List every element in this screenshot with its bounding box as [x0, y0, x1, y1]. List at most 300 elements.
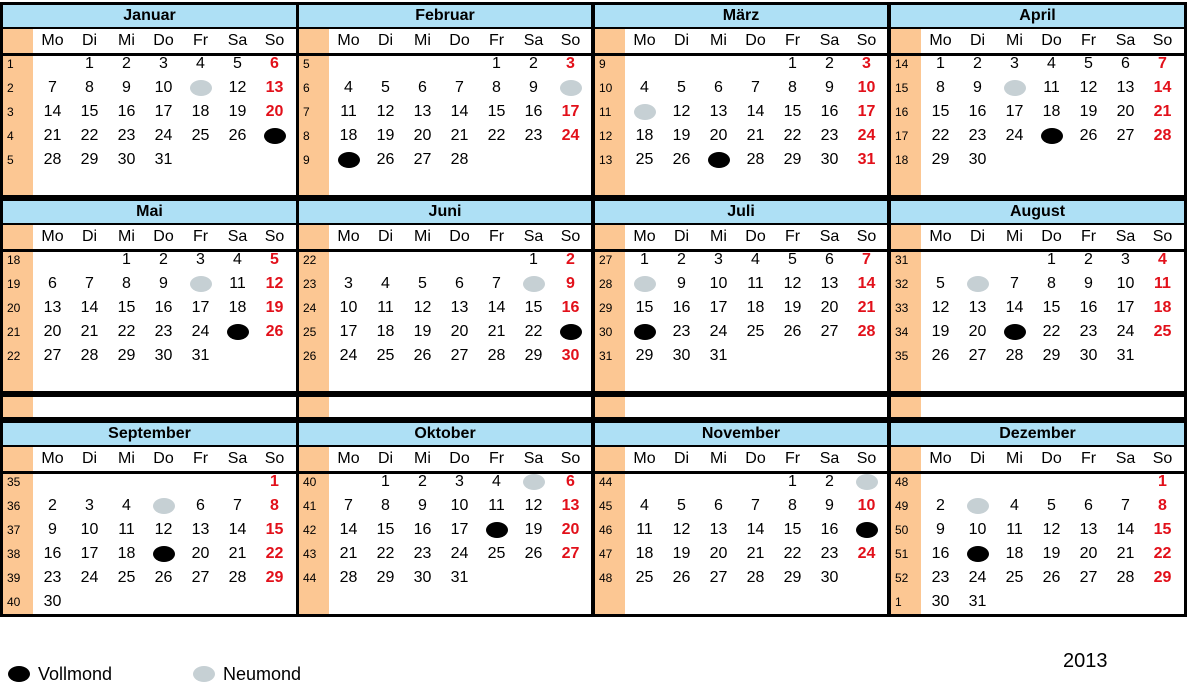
- day-cell: 20: [968, 323, 987, 340]
- month-3: [888, 2, 1187, 198]
- day-cell: 24: [1005, 127, 1024, 144]
- week-header-cell: [891, 29, 921, 53]
- day-cell: 21: [228, 545, 247, 562]
- week-number: 14: [895, 57, 909, 71]
- month-1: [296, 2, 594, 198]
- week-header-cell: [299, 225, 329, 249]
- day-cell: 21: [746, 127, 765, 144]
- day-cell: 5: [1047, 497, 1056, 514]
- day-cell: 10: [709, 275, 728, 292]
- week-number: 15: [895, 81, 909, 95]
- day-cell: 16: [931, 545, 950, 562]
- day-cell: 18: [339, 127, 358, 144]
- day-cell: 17: [450, 521, 469, 538]
- day-cell: 30: [931, 593, 950, 610]
- day-cell: 18: [117, 545, 136, 562]
- week-number: 41: [303, 499, 317, 513]
- week-number: 28: [599, 277, 613, 291]
- day-cell: 20: [1116, 103, 1135, 120]
- week-number: 5: [303, 57, 310, 71]
- day-cell: 25: [1153, 323, 1172, 340]
- week-header-cell: [595, 447, 625, 471]
- week-number: 42: [303, 523, 317, 537]
- day-cell: 4: [233, 251, 242, 268]
- day-cell: 12: [1042, 521, 1061, 538]
- weekday-label: Mi: [414, 32, 431, 49]
- week-number: 2: [7, 81, 14, 95]
- day-cell: 12: [1079, 79, 1098, 96]
- day-cell: 16: [968, 103, 987, 120]
- day-cell: 24: [450, 545, 469, 562]
- day-cell: 4: [1047, 55, 1056, 72]
- day-cell: 10: [154, 79, 173, 96]
- day-cell: 2: [529, 55, 538, 72]
- day-cell: 2: [825, 55, 834, 72]
- day-cell: 2: [122, 55, 131, 72]
- day-cell: 1: [85, 55, 94, 72]
- day-cell: 9: [566, 275, 575, 292]
- day-cell: 15: [783, 103, 802, 120]
- day-cell: 15: [80, 103, 99, 120]
- legend-new-moon: [193, 662, 353, 686]
- day-cell: 19: [228, 103, 247, 120]
- weekday-label: Do: [745, 228, 766, 245]
- day-cell: 11: [377, 299, 394, 316]
- day-cell: 16: [820, 521, 839, 538]
- day-cell: 15: [376, 521, 395, 538]
- day-cell: 27: [450, 347, 469, 364]
- month-9: [296, 420, 594, 617]
- week-header-cell: [299, 447, 329, 471]
- day-cell: 28: [450, 151, 469, 168]
- day-cell: 26: [783, 323, 802, 340]
- day-cell: 1: [529, 251, 538, 268]
- week-number: 34: [895, 325, 909, 339]
- weekday-label: So: [1152, 450, 1173, 467]
- day-cell: 14: [1005, 299, 1024, 316]
- month-title: Mai: [3, 201, 296, 225]
- day-cell: 28: [857, 323, 876, 340]
- day-cell: 26: [265, 323, 284, 340]
- day-cell: 10: [80, 521, 99, 538]
- day-cell: 5: [381, 79, 390, 96]
- new-moon-icon: [190, 276, 212, 292]
- day-cell: 24: [80, 569, 99, 586]
- day-cell: 27: [43, 347, 62, 364]
- week-number: 47: [599, 547, 613, 561]
- week-number: 23: [303, 277, 317, 291]
- day-cell: 1: [640, 251, 649, 268]
- weekday-label: Di: [969, 32, 986, 49]
- day-cell: 8: [85, 79, 94, 96]
- day-cell: 22: [487, 127, 506, 144]
- day-cell: 19: [672, 545, 691, 562]
- week-number: 30: [599, 325, 613, 339]
- day-cell: 18: [1042, 103, 1061, 120]
- day-cell: 3: [196, 251, 205, 268]
- week-number: 31: [895, 253, 909, 267]
- week-number: 7: [303, 105, 310, 119]
- day-cell: 4: [492, 473, 501, 490]
- day-cell: 20: [709, 545, 728, 562]
- day-cell: 23: [672, 323, 691, 340]
- weekday-label: Do: [1041, 450, 1062, 467]
- weekday-label: Di: [377, 32, 394, 49]
- day-cell: 12: [265, 275, 284, 292]
- weekday-label: Mo: [337, 450, 360, 467]
- day-cell: 30: [561, 347, 580, 364]
- day-cell: 29: [783, 151, 802, 168]
- day-cell: 24: [191, 323, 210, 340]
- day-cell: 27: [1116, 127, 1135, 144]
- weekday-label: Mi: [710, 228, 727, 245]
- spacer-week-column: [891, 397, 921, 417]
- month-2: [592, 2, 890, 198]
- day-cell: 19: [1079, 103, 1098, 120]
- week-number: 50: [895, 523, 909, 537]
- day-cell: 16: [820, 103, 839, 120]
- day-cell: 7: [1010, 275, 1019, 292]
- day-cell: 7: [492, 275, 501, 292]
- day-cell: 2: [418, 473, 427, 490]
- day-cell: 9: [1084, 275, 1093, 292]
- day-cell: 9: [936, 521, 945, 538]
- weekday-label: So: [560, 450, 581, 467]
- weekday-label: Mo: [929, 228, 952, 245]
- week-number: 29: [599, 301, 613, 315]
- weekday-label: Mi: [710, 32, 727, 49]
- day-cell: 19: [413, 323, 432, 340]
- spacer-week-column: [3, 397, 33, 417]
- day-cell: 22: [931, 127, 950, 144]
- day-cell: 23: [413, 545, 432, 562]
- day-cell: 6: [418, 79, 427, 96]
- new-moon-icon: [190, 80, 212, 96]
- day-cell: 2: [936, 497, 945, 514]
- weekday-label: Mi: [414, 228, 431, 245]
- weekday-label: Mo: [633, 228, 656, 245]
- day-cell: 14: [228, 521, 247, 538]
- full-moon-icon: [338, 152, 360, 168]
- weekday-label: Fr: [784, 32, 801, 49]
- month-title: Februar: [299, 5, 591, 29]
- weekday-label: Sa: [523, 228, 544, 245]
- weekday-label: Do: [1041, 32, 1062, 49]
- week-number: 1: [7, 57, 14, 71]
- week-number: 37: [7, 523, 21, 537]
- spacer-strip: [296, 394, 594, 420]
- day-cell: 22: [524, 323, 543, 340]
- day-cell: 19: [265, 299, 284, 316]
- day-cell: 28: [1116, 569, 1135, 586]
- week-header-cell: [3, 29, 33, 53]
- day-cell: 23: [1079, 323, 1098, 340]
- day-cell: 8: [1158, 497, 1167, 514]
- day-cell: 6: [455, 275, 464, 292]
- day-cell: 24: [339, 347, 358, 364]
- day-cell: 31: [154, 151, 173, 168]
- day-cell: 24: [857, 127, 876, 144]
- weekday-label: Fr: [192, 228, 209, 245]
- day-cell: 27: [1079, 569, 1098, 586]
- day-cell: 15: [931, 103, 950, 120]
- day-cell: 30: [117, 151, 136, 168]
- day-cell: 17: [857, 103, 876, 120]
- day-cell: 30: [413, 569, 432, 586]
- week-number: 52: [895, 571, 909, 585]
- weekday-label: Sa: [819, 450, 840, 467]
- day-cell: 25: [635, 569, 654, 586]
- day-cell: 12: [413, 299, 432, 316]
- day-cell: 5: [677, 79, 686, 96]
- day-cell: 22: [783, 545, 802, 562]
- day-cell: 23: [43, 569, 62, 586]
- day-cell: 10: [450, 497, 469, 514]
- spacer-strip: [0, 394, 299, 420]
- day-cell: 16: [117, 103, 136, 120]
- month-8: [0, 420, 299, 617]
- day-cell: 9: [159, 275, 168, 292]
- weekday-label: Mo: [929, 450, 952, 467]
- full-moon-icon: [1041, 128, 1063, 144]
- day-cell: 1: [1158, 473, 1167, 490]
- day-cell: 16: [672, 299, 691, 316]
- week-number: 48: [895, 475, 909, 489]
- weekday-label: Mo: [633, 450, 656, 467]
- day-cell: 29: [783, 569, 802, 586]
- day-cell: 22: [80, 127, 99, 144]
- weekday-label: Fr: [1080, 450, 1097, 467]
- day-cell: 1: [381, 473, 390, 490]
- weekday-label: Fr: [1080, 228, 1097, 245]
- day-cell: 1: [1047, 251, 1056, 268]
- week-number: 51: [895, 547, 909, 561]
- day-cell: 9: [418, 497, 427, 514]
- weekday-label: Mi: [118, 228, 135, 245]
- spacer-strip: [592, 394, 890, 420]
- day-cell: 26: [154, 569, 173, 586]
- week-number: 26: [303, 349, 317, 363]
- day-cell: 6: [825, 251, 834, 268]
- week-number: 39: [7, 571, 21, 585]
- day-cell: 6: [714, 497, 723, 514]
- day-cell: 6: [1084, 497, 1093, 514]
- day-cell: 30: [968, 151, 987, 168]
- day-cell: 13: [191, 521, 210, 538]
- weekday-label: Do: [153, 32, 174, 49]
- full-moon-icon: [634, 324, 656, 340]
- week-header-cell: [891, 447, 921, 471]
- new-moon-icon: [193, 666, 215, 682]
- day-cell: 19: [672, 127, 691, 144]
- day-cell: 22: [1042, 323, 1061, 340]
- month-title: Dezember: [891, 423, 1184, 447]
- day-cell: 12: [672, 103, 691, 120]
- day-cell: 21: [487, 323, 506, 340]
- day-cell: 13: [709, 521, 728, 538]
- day-cell: 5: [788, 251, 797, 268]
- week-number: 6: [303, 81, 310, 95]
- day-cell: 15: [783, 521, 802, 538]
- day-cell: 26: [524, 545, 543, 562]
- day-cell: 12: [228, 79, 247, 96]
- day-cell: 18: [228, 299, 247, 316]
- day-cell: 16: [561, 299, 580, 316]
- weekday-label: Sa: [227, 450, 248, 467]
- day-cell: 13: [450, 299, 469, 316]
- day-cell: 27: [413, 151, 432, 168]
- day-cell: 4: [381, 275, 390, 292]
- day-cell: 3: [1010, 55, 1019, 72]
- day-cell: 25: [191, 127, 210, 144]
- new-moon-icon: [634, 276, 656, 292]
- spacer-strip: [888, 394, 1187, 420]
- week-number: 46: [599, 523, 613, 537]
- day-cell: 4: [196, 55, 205, 72]
- day-cell: 28: [746, 151, 765, 168]
- new-moon-icon: [856, 474, 878, 490]
- day-cell: 7: [862, 251, 871, 268]
- week-number: 4: [7, 129, 14, 143]
- day-cell: 21: [43, 127, 62, 144]
- day-cell: 27: [968, 347, 987, 364]
- week-number: 13: [599, 153, 613, 167]
- day-cell: 13: [1079, 521, 1098, 538]
- day-cell: 14: [80, 299, 99, 316]
- day-cell: 28: [80, 347, 99, 364]
- day-cell: 26: [672, 151, 691, 168]
- month-title: Juli: [595, 201, 887, 225]
- day-cell: 8: [492, 79, 501, 96]
- day-cell: 13: [709, 103, 728, 120]
- weekday-label: So: [264, 228, 285, 245]
- day-cell: 2: [1084, 251, 1093, 268]
- day-cell: 24: [968, 569, 987, 586]
- day-cell: 9: [973, 79, 982, 96]
- day-cell: 19: [524, 521, 543, 538]
- weekday-label: Fr: [784, 450, 801, 467]
- day-cell: 2: [973, 55, 982, 72]
- weekday-label: Mi: [1006, 450, 1023, 467]
- new-moon-icon: [634, 104, 656, 120]
- day-cell: 6: [1121, 55, 1130, 72]
- month-title: Januar: [3, 5, 296, 29]
- day-cell: 10: [857, 79, 876, 96]
- week-number: 35: [7, 475, 21, 489]
- day-cell: 8: [270, 497, 279, 514]
- day-cell: 17: [561, 103, 580, 120]
- day-cell: 9: [825, 497, 834, 514]
- weekday-label: So: [560, 32, 581, 49]
- week-number: 27: [599, 253, 613, 267]
- day-cell: 29: [635, 347, 654, 364]
- full-moon-icon: [560, 324, 582, 340]
- weekday-label: Mo: [41, 450, 64, 467]
- day-cell: 14: [487, 299, 506, 316]
- week-number: 48: [599, 571, 613, 585]
- day-cell: 20: [820, 299, 839, 316]
- day-cell: 14: [339, 521, 358, 538]
- day-cell: 4: [1158, 251, 1167, 268]
- week-header-cell: [891, 225, 921, 249]
- day-cell: 30: [672, 347, 691, 364]
- day-cell: 5: [418, 275, 427, 292]
- week-number: 40: [303, 475, 317, 489]
- day-cell: 11: [229, 275, 246, 292]
- week-number: 31: [599, 349, 613, 363]
- new-moon-icon: [153, 498, 175, 514]
- day-cell: 3: [85, 497, 94, 514]
- full-moon-icon: [708, 152, 730, 168]
- weekday-label: Mi: [710, 450, 727, 467]
- weekday-label: Mo: [41, 228, 64, 245]
- weekday-label: Do: [745, 32, 766, 49]
- weekday-header-row: [3, 447, 296, 474]
- day-cell: 17: [154, 103, 173, 120]
- day-cell: 12: [376, 103, 395, 120]
- day-cell: 20: [450, 323, 469, 340]
- week-header-cell: [3, 225, 33, 249]
- day-cell: 18: [635, 127, 654, 144]
- weekday-label: Di: [969, 228, 986, 245]
- week-number: 21: [7, 325, 21, 339]
- legend-new-moon-label: Neumond: [223, 664, 302, 684]
- month-7: [888, 198, 1187, 394]
- day-cell: 15: [487, 103, 506, 120]
- day-cell: 31: [968, 593, 987, 610]
- day-cell: 20: [43, 323, 62, 340]
- day-cell: 8: [936, 79, 945, 96]
- day-cell: 5: [270, 251, 279, 268]
- week-number: 24: [303, 301, 317, 315]
- day-cell: 27: [561, 545, 580, 562]
- day-cell: 21: [1116, 545, 1135, 562]
- full-moon-icon: [486, 522, 508, 538]
- day-cell: 23: [117, 127, 136, 144]
- week-number: 9: [303, 153, 310, 167]
- day-cell: 3: [566, 55, 575, 72]
- day-cell: 18: [1153, 299, 1172, 316]
- day-cell: 12: [672, 521, 691, 538]
- month-title: September: [3, 423, 296, 447]
- day-cell: 29: [80, 151, 99, 168]
- month-6: [592, 198, 890, 394]
- day-cell: 18: [376, 323, 395, 340]
- day-cell: 11: [1006, 521, 1023, 538]
- week-number: 33: [895, 301, 909, 315]
- day-cell: 21: [450, 127, 469, 144]
- day-cell: 26: [931, 347, 950, 364]
- day-cell: 11: [747, 275, 764, 292]
- day-cell: 8: [1047, 275, 1056, 292]
- week-number: 22: [303, 253, 317, 267]
- new-moon-icon: [1004, 80, 1026, 96]
- month-4: [0, 198, 299, 394]
- week-number: 11: [599, 105, 612, 119]
- new-moon-icon: [967, 498, 989, 514]
- day-cell: 29: [931, 151, 950, 168]
- week-number: 36: [7, 499, 21, 513]
- weekday-label: Sa: [1115, 228, 1136, 245]
- week-header-cell: [3, 447, 33, 471]
- day-cell: 2: [825, 473, 834, 490]
- day-cell: 13: [968, 299, 987, 316]
- day-cell: 4: [640, 497, 649, 514]
- day-cell: 20: [709, 127, 728, 144]
- month-title: März: [595, 5, 887, 29]
- day-cell: 24: [709, 323, 728, 340]
- day-cell: 21: [80, 323, 99, 340]
